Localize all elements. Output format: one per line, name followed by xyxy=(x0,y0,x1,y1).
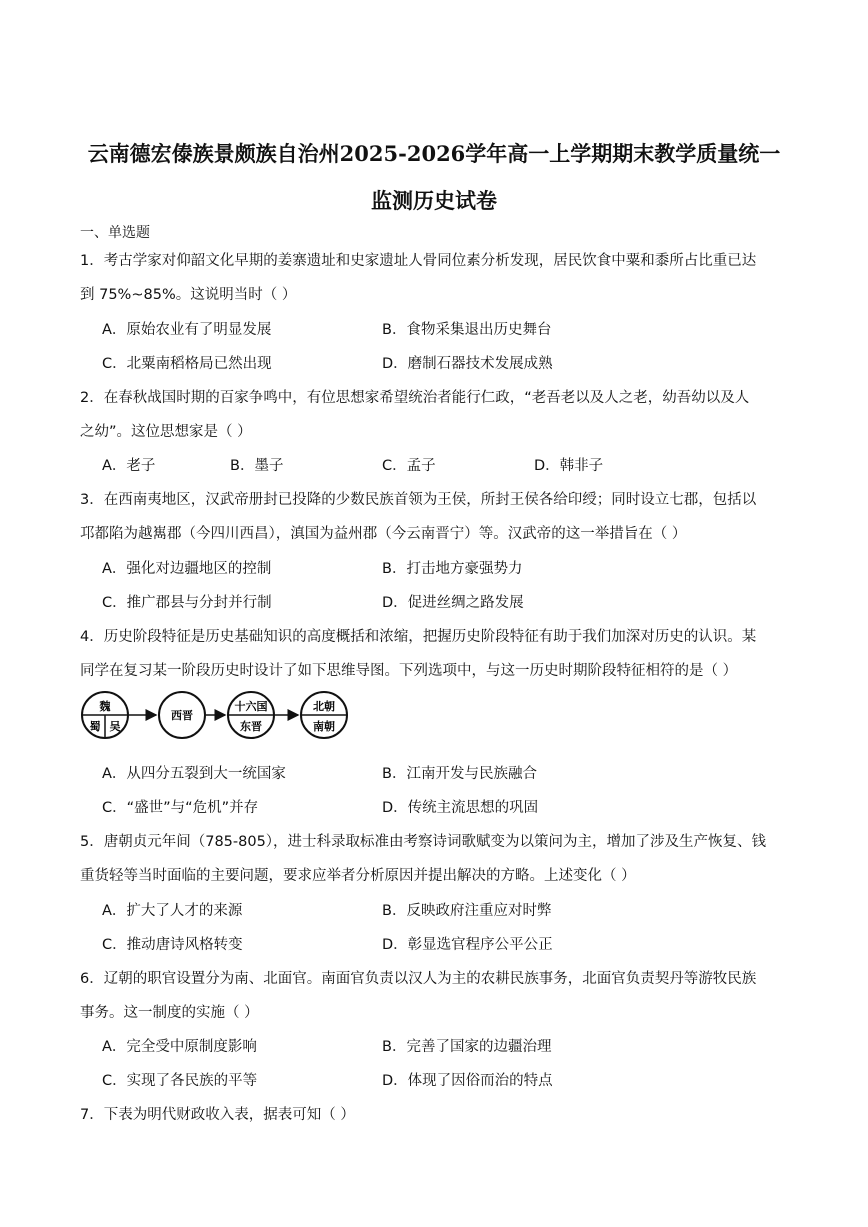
mind-map-diagram xyxy=(78,690,358,740)
exam-title-line2: 监测历史试卷 xyxy=(371,188,497,213)
question-2-option-b: B．墨子 xyxy=(230,458,284,474)
question-4-option-b: B．江南开发与民族融合 xyxy=(382,766,537,782)
question-2-option-a: A．老子 xyxy=(102,458,156,474)
mind-map-label-shiliuguo: 十六国 xyxy=(234,700,268,713)
mind-map-label-shu: 蜀 xyxy=(89,720,101,733)
mind-map-label-nanchao: 南朝 xyxy=(313,720,335,733)
question-3-option-d: D．促进丝绸之路发展 xyxy=(382,595,524,611)
question-3-option-c: C．推广郡县与分封并行制 xyxy=(102,595,272,611)
question-6-option-a: A．完全受中原制度影响 xyxy=(102,1039,257,1055)
question-3-option-a: A．强化对边疆地区的控制 xyxy=(102,561,272,577)
question-3-line-2: 邛都陷为越嶲郡（今四川西昌），滇国为益州郡（今云南晋宁）等。汉武帝的这一举措旨在（ ） xyxy=(80,526,687,542)
question-1-option-d: D．磨制石器技术发展成熟 xyxy=(382,356,553,372)
question-6-option-d: D．体现了因俗而治的特点 xyxy=(382,1073,553,1089)
mind-map-label-wu: 吴 xyxy=(109,720,121,733)
question-2-option-d: D．韩非子 xyxy=(534,458,604,474)
mind-map-label-beichao: 北朝 xyxy=(313,700,335,713)
question-1-line-1: 1．考古学家对仰韶文化早期的姜寨遗址和史家遗址人骨同位素分析发现，居民饮食中粟和黍所占比重已达 xyxy=(80,253,757,269)
question-3-option-b: B．打击地方豪强势力 xyxy=(382,561,523,577)
question-5-option-c: C．推动唐诗风格转变 xyxy=(102,937,243,953)
question-1-option-c: C．北粟南稻格局已然出现 xyxy=(102,356,272,372)
question-5-line-1: 5．唐朝贞元年间（785-805），进士科录取标准由考察诗词歌赋变为以策问为主，增加了涉及生产恢复、钱 xyxy=(80,834,767,850)
question-3-line-1: 3．在西南夷地区，汉武帝册封已投降的少数民族首领为王侯，所封王侯各给印绶；同时设立七郡，包括以 xyxy=(80,492,757,508)
question-1-option-b: B．食物采集退出历史舞台 xyxy=(382,322,552,338)
mind-map-node-northern-southern xyxy=(301,692,347,738)
question-4-line-2: 同学在复习某一阶段历史时设计了如下思维导图。下列选项中，与这一历史时期阶段特征相符的是（ ） xyxy=(80,663,738,679)
mind-map-label-xijin: 西晋 xyxy=(171,709,193,722)
mind-map-label-dongjin: 东晋 xyxy=(240,720,262,733)
question-5-line-2: 重货轻等当时面临的主要问题，要求应举者分析原因并提出解决的方略。上述变化（ ） xyxy=(80,868,636,884)
mind-map-node-sixteen-kingdoms xyxy=(228,692,274,738)
question-6-line-1: 6．辽朝的职官设置分为南、北面官。南面官负责以汉人为主的农耕民族事务，北面官负责契丹等游牧民族 xyxy=(80,971,757,987)
question-5-option-d: D．彰显选官程序公平公正 xyxy=(382,937,553,953)
question-2-option-c: C．孟子 xyxy=(382,458,436,474)
mind-map-node-three-kingdoms xyxy=(82,692,128,738)
question-4-option-d: D．传统主流思想的巩固 xyxy=(382,800,539,816)
question-6-line-2: 事务。这一制度的实施（ ） xyxy=(80,1005,259,1021)
question-2-line-1: 2．在春秋战国时期的百家争鸣中，有位思想家希望统治者能行仁政，“老吾老以及人之老，幼吾幼以及人 xyxy=(80,390,750,406)
question-4-line-1: 4．历史阶段特征是历史基础知识的高度概括和浓缩，把握历史阶段特征有助于我们加深对历史的认识。某 xyxy=(80,629,757,645)
question-5-option-a: A．扩大了人才的来源 xyxy=(102,903,243,919)
question-6-option-b: B．完善了国家的边疆治理 xyxy=(382,1039,552,1055)
question-6-option-c: C．实现了各民族的平等 xyxy=(102,1073,258,1089)
question-1-option-a: A．原始农业有了明显发展 xyxy=(102,322,272,338)
section-heading: 一、单选题 xyxy=(80,225,150,241)
mind-map-label-wei: 魏 xyxy=(99,700,111,713)
question-4-option-c: C．“盛世”与“危机”并存 xyxy=(102,800,259,816)
question-4-option-a: A．从四分五裂到大一统国家 xyxy=(102,766,286,782)
mind-map-node-western-jin xyxy=(159,692,205,738)
question-7-line-1: 7．下表为明代财政收入表，据表可知（ ） xyxy=(80,1107,355,1123)
question-5-option-b: B．反映政府注重应对时弊 xyxy=(382,903,552,919)
question-1-line-2: 到 75%~85%。这说明当时（ ） xyxy=(80,287,297,303)
question-2-line-2: 之幼”。这位思想家是（ ） xyxy=(80,424,252,440)
exam-title-line1: 云南德宏傣族景颇族自治州2025-2026学年高一上学期期末教学质量统一 xyxy=(87,141,781,166)
